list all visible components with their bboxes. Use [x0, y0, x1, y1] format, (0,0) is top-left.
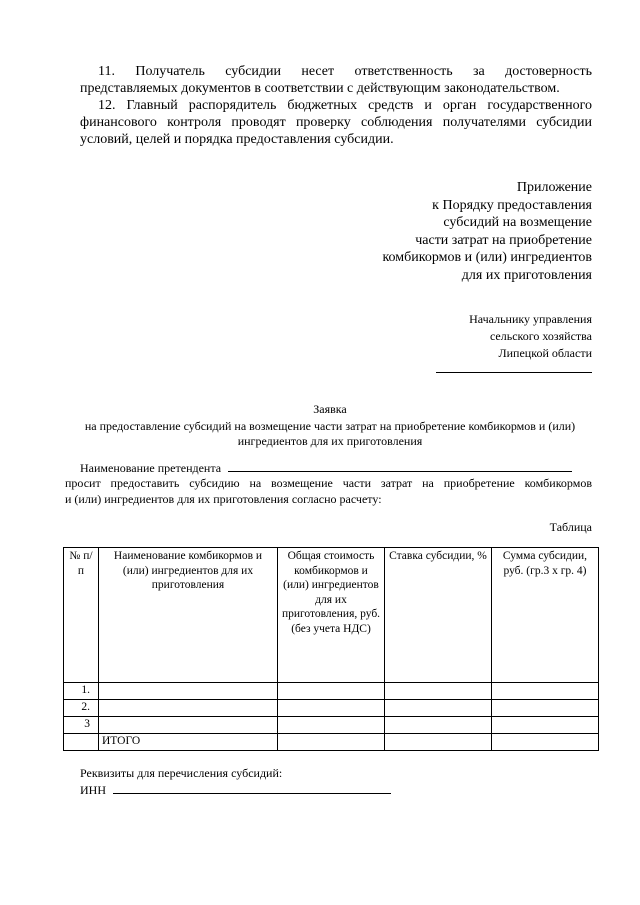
applicant-name-row [80, 461, 572, 475]
row-number: 2. [64, 700, 99, 717]
cell-subsidy-rate[interactable] [385, 683, 492, 700]
appendix-header [292, 179, 592, 285]
bank-details [80, 765, 391, 799]
paragraph-12 [80, 97, 592, 148]
addressee-line: сельского хозяйства [489, 329, 592, 343]
cell-feed-name[interactable] [99, 683, 278, 700]
cell-subsidy-amount[interactable] [492, 683, 599, 700]
addressee-signature-line [436, 362, 592, 373]
cell-subsidy-amount[interactable] [492, 700, 599, 717]
header-subsidy-amount: Сумма субсидии, руб. (гр.3 х гр. 4) [492, 548, 599, 683]
row-number: 3 [64, 717, 99, 734]
row-number [64, 734, 99, 751]
inn-field[interactable] [113, 783, 391, 794]
paragraph-11-first-line: 11. Получатель субсидии несет ответственность за достоверность [98, 64, 592, 79]
appendix-line: части затрат на приобретение [415, 232, 592, 248]
cell-subsidy-rate[interactable] [385, 717, 492, 734]
appendix-line: субсидий на возмещение [443, 215, 592, 231]
appendix-line: комбикормов и (или) ингредиентов [382, 250, 592, 266]
header-total-cost: Общая стоимость комбикормов и (или) ингредиентов для их приготовления, руб. (без учета НДС) [278, 548, 385, 683]
table-header-row [64, 548, 599, 683]
cell-subsidy-amount[interactable] [492, 717, 599, 734]
request-text [65, 476, 592, 507]
request-line-1: просит предоставить субсидию на возмещение части затрат на приобретение комбикормов [65, 476, 592, 490]
paragraph-12-rest: финансового контроля проводят проверку соблюдения получателями субсидии условий, целей и порядка предоставления субсидии. [80, 115, 592, 147]
addressee-line: Начальнику управления [469, 312, 592, 326]
table-row [64, 700, 599, 717]
cell-total-cost[interactable] [278, 734, 385, 751]
table-total-row [64, 734, 599, 751]
addressee-line: Липецкой области [498, 346, 592, 360]
cell-total-cost[interactable] [278, 717, 385, 734]
cell-subsidy-amount[interactable] [492, 734, 599, 751]
inn-label: ИНН [80, 783, 106, 797]
paragraph-12-first-line: 12. Главный распорядитель бюджетных средств и орган государственного [98, 98, 592, 113]
cell-subsidy-rate[interactable] [385, 734, 492, 751]
appendix-line: для их приготовления [461, 267, 592, 283]
applicant-name-label: Наименование претендента [80, 461, 222, 475]
bank-details-label: Реквизиты для перечисления субсидий: [80, 766, 283, 780]
paragraph-11-rest: представляемых документов в соответствии с действующим законодательством. [80, 81, 560, 96]
table-caption: Таблица [549, 520, 592, 534]
cell-total-cost[interactable] [278, 683, 385, 700]
appendix-line: Приложение [516, 180, 592, 195]
row-number: 1. [64, 683, 99, 700]
total-label: ИТОГО [99, 734, 278, 751]
header-number: № п/п [64, 548, 99, 683]
cell-subsidy-rate[interactable] [385, 700, 492, 717]
request-line-2: и (или) ингредиентов для их приготовления согласно расчету: [65, 491, 382, 506]
application-title: Заявка [313, 402, 347, 416]
table-row [64, 683, 599, 700]
cell-total-cost[interactable] [278, 700, 385, 717]
application-subtitle: на предоставление субсидий на возмещение части затрат на приобретение комбикормов и (или) ингредиентов для их приготовления [84, 419, 576, 448]
cell-feed-name[interactable] [99, 700, 278, 717]
inn-row [80, 782, 391, 799]
cell-feed-name[interactable] [99, 717, 278, 734]
table-row [64, 717, 599, 734]
addressee-block [352, 311, 592, 373]
applicant-name-field[interactable] [228, 461, 572, 472]
header-subsidy-rate: Ставка субсидии, % [385, 548, 492, 683]
header-feed-name: Наименование комбикормов и (или) ингредиентов для их приготовления [99, 548, 278, 683]
subsidy-table [63, 547, 599, 751]
paragraph-11 [80, 63, 592, 97]
appendix-line: к Порядку предоставления [432, 197, 592, 213]
